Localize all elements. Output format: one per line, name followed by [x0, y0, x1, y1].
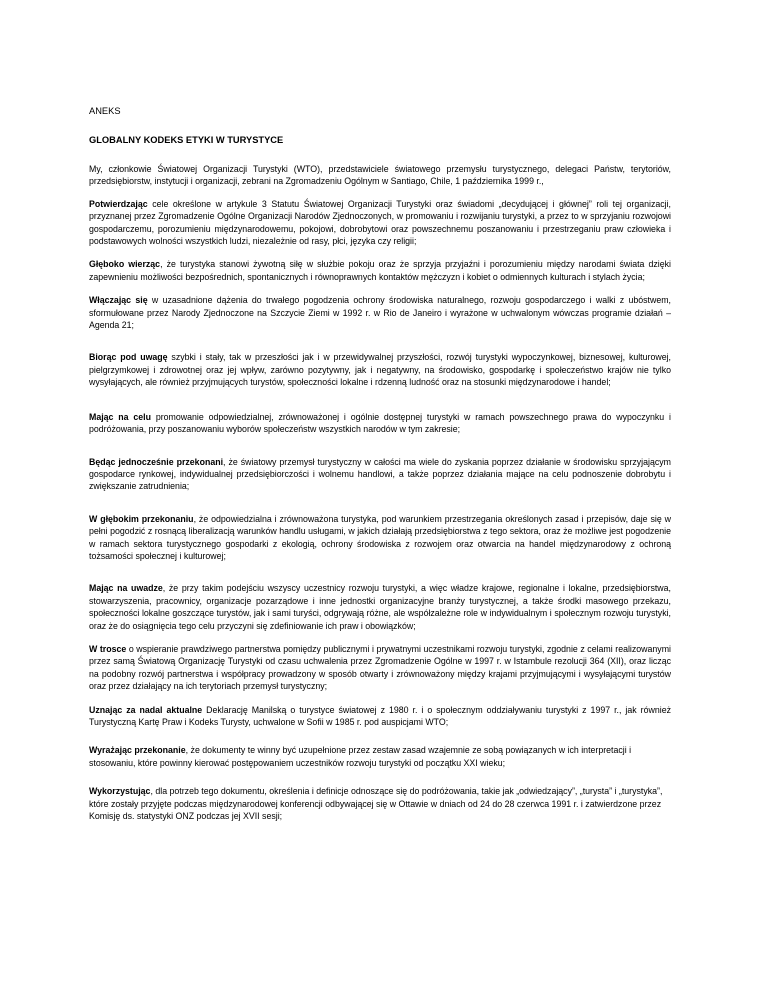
paragraph-9 — [89, 643, 671, 693]
document-title: GLOBALNY KODEKS ETYKI W TURYSTYCE — [89, 135, 284, 145]
paragraph-3 — [89, 294, 671, 331]
paragraph-lead: Biorąc pod uwagę — [89, 352, 168, 363]
paragraph-lead: Wykorzystując — [89, 786, 151, 797]
paragraph-text: , że odpowiedzialna i zrównoważona turystyka, pod warunkiem przestrzegania określonych zasad i przepisów, daje się w pełni pogodzić z rosnącą liberalizacją warunków handlu usługami, w jakich działają przedsiębiorstwa z tego sektora, oraz że możliwe jest pogodzenie w ramach sektora turystycznego gospodarki z ekologią, ochrony środowiska z rozwojem oraz otwarcia na handel międzynarodowy z ochroną tożsamości społecznej i kulturowej; — [89, 513, 671, 561]
annex-label: ANEKS — [89, 106, 121, 116]
paragraph-text: szybki i stały, tak w przeszłości jak i w przewidywalnej przyszłości, rozwój turystyki wypoczynkowej, biznesowej, kulturowej, pielgrzymkowej i zdrowotnej oraz jej wpływ, zarówno pozytywny, jak i negatywny, na środowisko, gospodarkę i społeczeństwo krajów nie tylko wysyłających, ale również przyjmujących turystów, społeczności lokalne i rdzenną ludność oraz na stosunki międzynarodowe i handel; — [89, 352, 671, 388]
paragraph-8 — [89, 582, 671, 632]
paragraph-text: , że światowy przemysł turystyczny w całości ma wiele do zyskania poprzez działanie w środowisku sprzyjającym gospodarce rynkowej, indywidualnej przedsiębiorczości i wolnemu handlowi, a także poprzez działania mające na celu podnoszenie dobrobytu i zwiększanie zatrudnienia; — [89, 456, 671, 492]
paragraph-lead: Wyrażając przekonanie — [89, 745, 186, 756]
paragraph-text: , dla potrzeb tego dokumentu, określenia i definicje odnoszące się do podróżowania, takie jak „odwiedzający”, „turysta” i „turystyka”, które zostały przyjęte podczas międzynarodowej konferencji odbywającej się w Ottawie w dniach od 24 do 28 czerwca 1991 r. i zatwierdzone przez Komisję ds. statystyki ONZ podczas jej XVII sesji; — [89, 786, 663, 822]
paragraph-lead: Będąc jednocześnie przekonani — [89, 456, 224, 467]
paragraph-4 — [89, 351, 671, 388]
paragraph-text: Deklarację Manilską o turystyce światowej z 1980 r. i o społecznym oddziaływaniu turystyki z 1997 r., jak również Turystyczną Kartę Praw i Kodeks Turysty, uchwalone w Sofii w 1985 r. pod auspicjami WTO; — [89, 704, 671, 727]
paragraph-lead: Potwierdzając — [89, 198, 148, 209]
paragraph-text: cele określone w artykule 3 Statutu Światowej Organizacji Turystyki oraz świadomi „decydującej i głównej” roli tej organizacji, przyznanej przez Zgromadzenie Ogólne Organizacji Narodów Zjednoczonych, w promowaniu i rozwijaniu turystyki, a przez to w sprzyjaniu rozwojowi gospodarczemu, porozumieniu międzynarodowemu, pokojowi, dobrobytowi oraz powszechnemu poszanowaniu i przestrzeganiu praw człowieka i podstawowych wolności wszystkich ludzi, niezależnie od rasy, płci, języka czy religii; — [89, 198, 671, 247]
paragraph-text: w uzasadnione dążenia do trwałego pogodzenia ochrony środowiska naturalnego, rozwoju gospodarczego i walki z ubóstwem, sformułowane przez Narody Zjednoczone na Szczycie Ziemi w 1992 r. w Rio de Janeiro i wyrażone w uchwalonym wówczas programie działań – Agenda 21; — [89, 295, 671, 331]
paragraph-text: o wspieranie prawdziwego partnerstwa pomiędzy publicznymi i prywatnymi uczestnikami rozwoju turystyki, zgodnie z celami realizowanymi przez samą Światową Organizację Turystyki od czasu uchwalenia przez Zgromadzenie Ogólne w 1997 r. w Istambule rezolucji 364 (XII), oraz licząc na podobny rozwój partnerstwa i współpracy prowadzony w sposób otwarty i zrównoważony między krajami przyjmującymi i wysyłającymi turystów oraz przez działający na ich terytoriach przemysł turystyczny; — [89, 643, 671, 692]
paragraph-lead: Głęboko wierząc — [89, 259, 161, 270]
paragraph-lead: Mając na celu — [89, 411, 151, 422]
intro-paragraph: My, członkowie Światowej Organizacji Turystyki (WTO), przedstawiciele światowego przemysłu turystycznego, delegaci Państw, terytoriów, przedsiębiorstw, instytucji i organizacji, zebrani na Zgromadzeniu Ogólnym w Santiago, Chile, 1 października 1999 r., — [89, 164, 671, 187]
paragraph-7 — [89, 513, 671, 563]
paragraph-1 — [89, 198, 671, 248]
paragraph-text: , że turystyka stanowi żywotną siłę w służbie pokoju oraz że sprzyja przyjaźni i porozumieniu między narodami świata dzięki zapewnieniu możliwości bezpośrednich, spontanicznych i równoprawnych kontaktów mężczyzn i kobiet o odmiennych kulturach i stylach życia; — [89, 259, 672, 282]
paragraph-10 — [89, 704, 671, 729]
paragraph-lead: Uznając za nadal aktualne — [89, 704, 203, 715]
paragraph-5 — [89, 411, 671, 436]
paragraph-text: promowanie odpowiedzialnej, zrównoważonej i ogólnie dostępnej turystyki w ramach powszechnego prawa do wypoczynku i podróżowania, przy poszanowaniu wyborów społeczeństw wszystkich narodów w tym zakresie; — [89, 411, 671, 435]
paragraph-6 — [89, 456, 671, 493]
paragraph-lead: Mając na uwadze — [89, 583, 163, 594]
paragraph-12 — [89, 785, 671, 822]
paragraph-lead: Włączając się — [89, 295, 148, 306]
paragraph-text: , że dokumenty te winny być uzupełnione przez zestaw zasad wzajemnie ze sobą powiązanych w ich interpretacji i stosowaniu, które powinny kierować postępowaniem uczestników rozwoju turystyki od początku XXI wieku; — [89, 745, 632, 768]
document-page — [89, 105, 671, 822]
paragraph-lead: W głębokim przekonaniu — [89, 513, 194, 524]
paragraph-2 — [89, 258, 671, 283]
paragraph-lead: W trosce — [89, 643, 127, 654]
paragraph-11 — [89, 744, 671, 769]
paragraph-text: , że przy takim podejściu wszyscy uczestnicy rozwoju turystyki, a więc władze krajowe, regionalne i lokalne, przedsiębiorstwa, stowarzyszenia, pracownicy, organizacje pozarządowe i inne jednostki organizacyjne branży turystycznej, a także środki masowego przekazu, społeczności lokalne goszczące turystów, jak i sami turyści, odgrywają różne, ale współzależne role w indywidualnym i społecznym rozwoju turystyki, oraz że do osiągnięcia tego celu przyczyni się zdefiniowanie ich praw i obowiązków; — [89, 583, 671, 631]
